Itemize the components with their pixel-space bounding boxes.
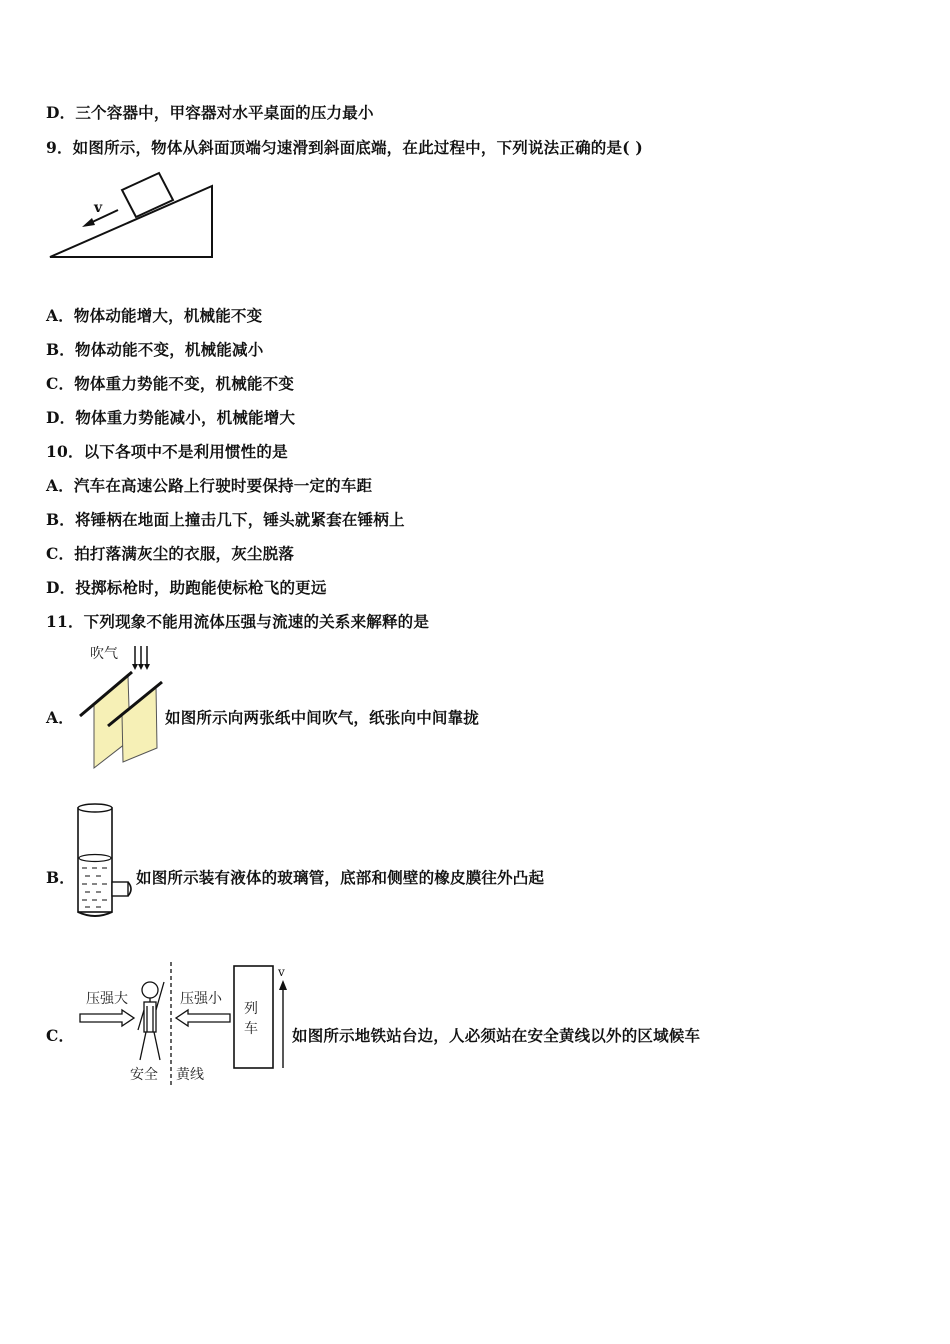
q11-option-a-text: 如图所示向两张纸中间吹气，纸张向中间靠拢 xyxy=(165,708,480,727)
q11-subway-figure xyxy=(76,958,291,1090)
blow-air-label: 吹气 xyxy=(90,646,118,662)
q10-option-b: B．将锤柄在地面上撞击几下，锤头就紧套在锤柄上 xyxy=(46,510,405,529)
q11-option-b-letter: B． xyxy=(46,868,76,887)
q9-incline-figure xyxy=(44,168,219,263)
q11-glass-tube-figure xyxy=(72,802,136,922)
q11-paper-figure xyxy=(78,642,170,772)
q9-option-c: C．物体重力势能不变，机械能不变 xyxy=(46,374,295,393)
train-velocity-label: v xyxy=(278,965,285,979)
q10-stem: 10．以下各项中不是利用惯性的是 xyxy=(46,442,288,461)
q9-stem: 9．如图所示，物体从斜面顶端匀速滑到斜面底端，在此过程中，下列说法正确的是( ) xyxy=(46,138,643,157)
safe-label: 安全 xyxy=(130,1067,158,1083)
q11-option-a-letter: A． xyxy=(46,708,74,727)
low-pressure-label: 压强小 xyxy=(180,991,222,1007)
train-label-2: 车 xyxy=(244,1021,258,1037)
train-label-1: 列 xyxy=(244,1001,258,1017)
q11-option-c-letter: C． xyxy=(46,1026,75,1045)
yellow-line-label: 黄线 xyxy=(176,1067,204,1083)
q9-option-d: D．物体重力势能减小，机械能增大 xyxy=(46,408,296,427)
high-pressure-label: 压强大 xyxy=(86,991,128,1007)
q9-velocity-label: v xyxy=(94,200,103,216)
q11-option-c-text: 如图所示地铁站台边，人必须站在安全黄线以外的区域候车 xyxy=(292,1026,701,1045)
q10-option-d: D．投掷标枪时，助跑能使标枪飞的更远 xyxy=(46,578,327,597)
q9-option-a: A．物体动能增大，机械能不变 xyxy=(46,306,263,325)
q9-option-b: B．物体动能不变，机械能减小 xyxy=(46,340,264,359)
block-shape xyxy=(122,173,173,217)
q8-option-d: D．三个容器中，甲容器对水平桌面的压力最小 xyxy=(46,103,374,122)
q10-option-c: C．拍打落满灰尘的衣服，灰尘脱落 xyxy=(46,544,295,563)
q11-option-b-text: 如图所示装有液体的玻璃管，底部和侧壁的橡皮膜往外凸起 xyxy=(136,868,545,887)
q10-option-a: A．汽车在高速公路上行驶时要保持一定的车距 xyxy=(46,476,373,495)
q11-stem: 11．下列现象不能用流体压强与流速的关系来解释的是 xyxy=(46,612,430,631)
person-figure xyxy=(138,982,164,1060)
